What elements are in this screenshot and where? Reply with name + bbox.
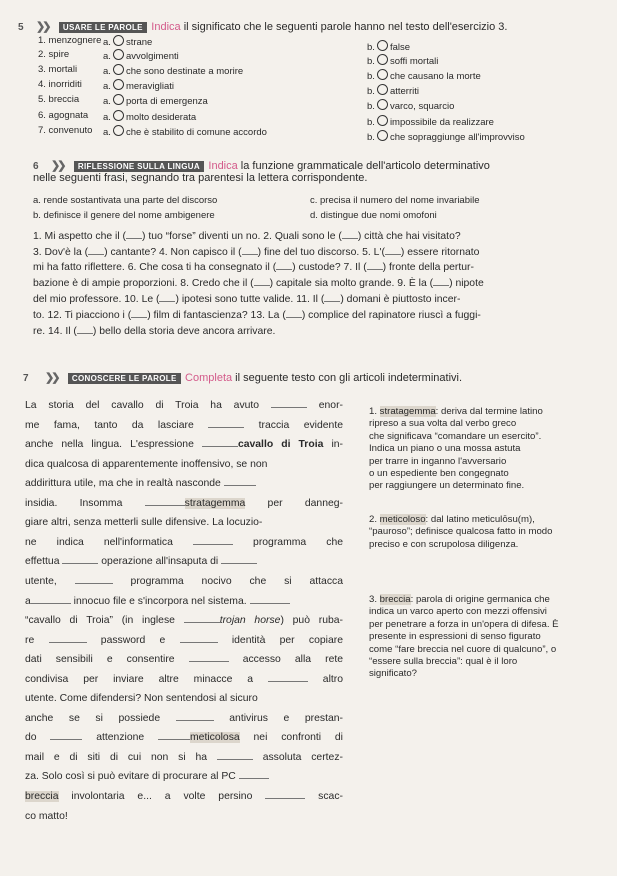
glossary-line: ripreso a sua volta dal verbo greco bbox=[369, 418, 517, 430]
text-segment: effettua bbox=[25, 556, 63, 568]
sentence-text: ) tuo “forse” diventi un no. 2. Quali sono le ( bbox=[141, 231, 342, 242]
answer-blank[interactable] bbox=[159, 301, 175, 302]
text-segment: giare altri, senza metterli sulle difensive. La locuzio- bbox=[25, 517, 263, 529]
ex5-arrows-icon: ❯❯ bbox=[36, 21, 49, 33]
answer-blank[interactable] bbox=[254, 285, 270, 286]
text-segment: “cavallo di Troia” (in inglese bbox=[25, 615, 184, 627]
sentence-text: ) domani è piuttosto incer- bbox=[340, 294, 461, 305]
radio-circle-icon[interactable] bbox=[377, 69, 388, 80]
ex7-arrows-icon: ❯❯ bbox=[45, 372, 58, 384]
answer-blank[interactable] bbox=[268, 681, 308, 682]
text-segment: anche se si possiede bbox=[25, 712, 176, 724]
glossary-term: meticoloso bbox=[379, 514, 426, 525]
ex7-text-line bbox=[25, 537, 343, 548]
ex5-option-a[interactable] bbox=[103, 64, 243, 77]
option-a-text: molto desiderata bbox=[125, 112, 197, 123]
answer-blank[interactable] bbox=[271, 407, 307, 408]
ex5-option-a[interactable] bbox=[103, 49, 179, 62]
sentence-text: ) fine del tuo discorso. 5. L'( bbox=[257, 247, 385, 258]
glossary-line: per trarre in inganno l'avversario bbox=[369, 455, 507, 467]
ex6-instruction bbox=[208, 160, 490, 172]
glossary-line: che significava “comandare un esercito”. bbox=[369, 430, 542, 442]
option-b-label: b. bbox=[367, 132, 375, 143]
ex6-badge: RIFLESSIONE SULLA LINGUA bbox=[74, 161, 204, 172]
text-segment: dati sensibili e consentire bbox=[25, 654, 189, 666]
ex7-header bbox=[23, 368, 462, 386]
ex5-header bbox=[18, 17, 507, 35]
answer-blank[interactable] bbox=[342, 238, 358, 239]
text-segment: programma che bbox=[232, 536, 344, 548]
sentence-text: re. 14. Il ( bbox=[33, 326, 77, 337]
ex6-option-b: b. definisce il genere del nome ambigenere bbox=[33, 210, 215, 221]
glossary-entry bbox=[369, 514, 552, 551]
answer-blank[interactable] bbox=[433, 285, 449, 286]
option-a-label: a. bbox=[103, 112, 111, 123]
glossary-entry bbox=[369, 594, 559, 681]
ex6-sentence-line bbox=[33, 247, 479, 258]
sentence-text: ) capitale sia molto grande. 9. È la ( bbox=[269, 278, 434, 289]
ex7-text-line bbox=[25, 596, 343, 607]
text-segment: attenzione bbox=[82, 732, 159, 744]
text-segment: scac- bbox=[305, 791, 343, 802]
sentence-text: ) fronte della pertur- bbox=[382, 262, 474, 273]
text-segment: per danneg- bbox=[245, 497, 343, 509]
highlight-term: trojan horse bbox=[219, 615, 281, 627]
glossary-number: 2. bbox=[369, 514, 380, 525]
ex7-text-line bbox=[25, 791, 343, 802]
answer-blank[interactable] bbox=[385, 254, 401, 255]
glossary-text: : dal latino meticulōsu(m), bbox=[425, 514, 535, 525]
ex5-option-a[interactable] bbox=[103, 79, 174, 92]
text-segment: identità per copiare bbox=[217, 634, 343, 646]
glossary-entry bbox=[369, 406, 543, 493]
option-a-label: a. bbox=[103, 51, 111, 62]
answer-blank[interactable] bbox=[250, 603, 290, 604]
ex5-option-a[interactable] bbox=[103, 110, 196, 123]
ex6-instruction-line2: nelle seguenti frasi, segnando tra parentesi la lettera corrispondente. bbox=[33, 172, 368, 184]
ex7-text-line bbox=[25, 654, 343, 665]
radio-circle-icon[interactable] bbox=[113, 49, 124, 60]
ex7-text-line bbox=[25, 576, 343, 587]
option-b-text: varco, squarcio bbox=[389, 101, 455, 112]
ex6-sentence-line bbox=[33, 326, 275, 337]
ex5-word: 3. mortali bbox=[38, 64, 78, 75]
radio-circle-icon[interactable] bbox=[377, 40, 388, 51]
ex5-option-b[interactable] bbox=[367, 54, 438, 67]
ex6-sentence-line bbox=[33, 278, 484, 289]
ex7-text-line bbox=[25, 498, 343, 509]
glossary-line: “essere sulla breccia”: qual è il loro bbox=[369, 656, 518, 668]
ex7-text-line bbox=[25, 400, 343, 411]
ex7-instruction-lead: Completa bbox=[185, 372, 233, 384]
ex6-instruction-text: la funzione grammaticale dell'articolo determinativo bbox=[237, 160, 490, 172]
glossary-text: : deriva dal termine latino bbox=[435, 406, 543, 417]
option-b-text: che sopraggiunge all'improvviso bbox=[389, 132, 525, 143]
glossary-line: preciso e con scrupolosa diligenza. bbox=[369, 538, 519, 550]
text-segment: utente, bbox=[25, 575, 75, 587]
ex7-text-line bbox=[25, 771, 343, 782]
text-segment: insidia. Insomma bbox=[25, 497, 145, 509]
option-b-text: impossibile da realizzare bbox=[389, 117, 494, 128]
ex5-option-b[interactable] bbox=[367, 115, 494, 128]
option-b-label: b. bbox=[367, 42, 375, 53]
answer-blank[interactable] bbox=[193, 544, 233, 545]
answer-blank[interactable] bbox=[367, 269, 383, 270]
ex5-instruction-text: il significato che le seguenti parole hanno nel testo dell'esercizio 3. bbox=[180, 21, 508, 33]
radio-circle-icon[interactable] bbox=[113, 64, 124, 75]
answer-blank[interactable] bbox=[286, 317, 302, 318]
glossary-text: : parola di origine germanica che bbox=[410, 594, 550, 605]
ex5-number: 5 bbox=[18, 22, 24, 33]
ex7-instruction bbox=[185, 372, 462, 384]
option-a-label: a. bbox=[103, 66, 111, 77]
text-segment: mail e di siti di cui non si ha bbox=[25, 751, 217, 763]
ex6-sentence-line bbox=[33, 294, 460, 305]
text-segment: innocuo file e s'incorpora nel sistema. bbox=[70, 595, 250, 607]
sentence-text: ) cantante? 4. Non capisco il ( bbox=[104, 247, 242, 258]
glossary-term: stratagemma bbox=[379, 406, 436, 417]
option-a-label: a. bbox=[103, 81, 111, 92]
text-segment: nei confronti di bbox=[239, 732, 343, 744]
radio-circle-icon[interactable] bbox=[377, 99, 388, 110]
text-segment: a bbox=[25, 595, 31, 607]
radio-circle-icon[interactable] bbox=[377, 54, 388, 65]
ex7-text-line bbox=[25, 420, 343, 431]
ex5-word: 1. menzognere bbox=[38, 35, 102, 46]
glossary-number: 3. bbox=[369, 594, 380, 605]
radio-circle-icon[interactable] bbox=[113, 94, 124, 105]
glossary-number: 1. bbox=[369, 406, 380, 417]
answer-blank[interactable] bbox=[224, 485, 256, 486]
ex7-text-line bbox=[25, 674, 343, 685]
sentence-text: mi ha fatto riflettere. 6. Che cosa ti ha consegnato il ( bbox=[33, 262, 277, 273]
text-segment: altro bbox=[307, 673, 343, 685]
ex7-text-line bbox=[25, 693, 343, 704]
answer-blank[interactable] bbox=[145, 505, 185, 506]
radio-circle-icon[interactable] bbox=[113, 79, 124, 90]
answer-blank[interactable] bbox=[265, 798, 305, 799]
sentence-text: ) essere ritornato bbox=[400, 247, 480, 258]
ex5-word: 6. agognata bbox=[38, 110, 89, 121]
glossary-first-line bbox=[369, 594, 559, 606]
option-a-text: che sono destinate a morire bbox=[125, 66, 244, 77]
text-segment: condivisa per inviare altre minacce a bbox=[25, 673, 268, 685]
ex6-option-c: c. precisa il numero del nome invariabile bbox=[310, 195, 480, 206]
option-b-label: b. bbox=[367, 86, 375, 97]
answer-blank[interactable] bbox=[75, 583, 113, 584]
answer-blank[interactable] bbox=[324, 301, 340, 302]
radio-circle-icon[interactable] bbox=[377, 115, 388, 126]
radio-circle-icon[interactable] bbox=[113, 35, 124, 46]
option-b-text: soffi mortali bbox=[389, 56, 439, 67]
radio-circle-icon[interactable] bbox=[377, 130, 388, 141]
option-a-text: meravigliati bbox=[125, 81, 174, 92]
sentence-text: ) bello della storia deve ancora arrivare. bbox=[92, 326, 276, 337]
radio-circle-icon[interactable] bbox=[113, 125, 124, 136]
answer-blank[interactable] bbox=[62, 563, 98, 564]
option-a-label: a. bbox=[103, 127, 111, 138]
text-segment: addirittura utile, ma che in realtà nasconde bbox=[25, 478, 224, 490]
text-segment: antivirus e prestan- bbox=[213, 712, 343, 724]
ex6-sentence-line bbox=[33, 310, 481, 321]
radio-circle-icon[interactable] bbox=[113, 110, 124, 121]
ex6-number: 6 bbox=[33, 161, 39, 172]
glossary-line: “pauroso”; definisce qualcosa fatto in modo bbox=[369, 526, 553, 538]
ex5-option-b[interactable] bbox=[367, 69, 481, 82]
answer-blank[interactable] bbox=[158, 739, 190, 740]
ex5-option-a[interactable] bbox=[103, 94, 208, 107]
ex7-instruction-text: il seguente testo con gli articoli indeterminativi. bbox=[232, 372, 463, 384]
ex7-text-line bbox=[25, 615, 343, 626]
text-segment: password e bbox=[86, 634, 180, 646]
ex5-option-a[interactable] bbox=[103, 35, 152, 48]
ex5-badge: USARE LE PAROLE bbox=[59, 22, 147, 33]
sentence-text: 3. Dov'è la ( bbox=[33, 247, 89, 258]
sentence-text: ) complice del rapinatore riuscì a fuggi- bbox=[301, 310, 481, 321]
answer-blank[interactable] bbox=[242, 254, 258, 255]
answer-blank[interactable] bbox=[202, 446, 238, 447]
answer-blank[interactable] bbox=[50, 739, 82, 740]
text-segment: dica qualcosa di apparentemente inoffensivo, se non bbox=[25, 458, 268, 470]
option-a-text: porta di emergenza bbox=[125, 96, 208, 107]
ex7-badge: CONOSCERE LE PAROLE bbox=[68, 373, 181, 384]
highlight-term: cavallo di Troia bbox=[237, 439, 324, 451]
sentence-text: to. 12. Ti piacciono i ( bbox=[33, 310, 132, 321]
text-segment: assoluta certez- bbox=[252, 751, 343, 763]
ex7-text-line bbox=[25, 732, 343, 743]
glossary-line: come “fare breccia nel cuore di qualcuno”, o bbox=[369, 643, 557, 655]
text-segment: operazione all'insaputa di bbox=[98, 556, 222, 568]
glossary-term: breccia bbox=[379, 594, 411, 605]
ex5-instruction bbox=[151, 21, 507, 33]
sentence-text: ) nipote bbox=[449, 278, 484, 289]
text-segment: La storia del cavallo di Troia ha avuto bbox=[25, 400, 271, 411]
answer-blank[interactable] bbox=[131, 317, 147, 318]
ex6-option-d: d. distingue due nomi omofoni bbox=[310, 210, 437, 221]
answer-blank[interactable] bbox=[217, 759, 253, 760]
sentence-text: 1. Mi aspetto che il ( bbox=[33, 231, 126, 242]
text-segment: re bbox=[25, 634, 49, 646]
ex5-option-b[interactable] bbox=[367, 40, 410, 53]
glossary-line: presente in espressioni di senso figurato bbox=[369, 631, 541, 643]
glossary-line: significato? bbox=[369, 668, 417, 680]
ex7-text-line bbox=[25, 752, 343, 763]
option-b-label: b. bbox=[367, 56, 375, 67]
option-a-text: avvolgimenti bbox=[125, 51, 179, 62]
ex5-option-b[interactable] bbox=[367, 84, 419, 97]
text-segment: anche nella lingua. L'espressione bbox=[25, 439, 202, 451]
sentence-text: ) città che hai visitato? bbox=[357, 231, 461, 242]
sentence-text: ) film di fantascienza? 13. La ( bbox=[147, 310, 286, 321]
ex7-text-line bbox=[25, 478, 343, 489]
ex7-text-line bbox=[25, 556, 343, 567]
answer-blank[interactable] bbox=[126, 238, 142, 239]
ex6-option-a: a. rende sostantivata una parte del discorso bbox=[33, 195, 218, 206]
glossary-line: per raggiungere un determinato fine. bbox=[369, 480, 525, 492]
glossary-first-line bbox=[369, 514, 552, 526]
text-segment: me fama, tanto da lasciare bbox=[25, 419, 209, 431]
glossary-line: per penetrare a forza in un'opera di difesa. È bbox=[369, 618, 559, 630]
text-segment: enor- bbox=[306, 400, 343, 411]
ex5-word: 2. spire bbox=[38, 49, 70, 60]
text-segment: ) può ruba- bbox=[280, 615, 343, 627]
answer-blank[interactable] bbox=[77, 333, 93, 334]
option-b-label: b. bbox=[367, 117, 375, 128]
glossary-line: indica un varco aperto con mezzi offensivi bbox=[369, 606, 547, 618]
sentence-text: ) custode? 7. Il ( bbox=[292, 262, 367, 273]
ex7-text-line bbox=[25, 811, 343, 822]
sentence-text: ) ipotesi sono tutte valide. 11. Il ( bbox=[175, 294, 325, 305]
ex5-option-b[interactable] bbox=[367, 130, 525, 143]
answer-blank[interactable] bbox=[88, 254, 104, 255]
ex7-text-line bbox=[25, 713, 343, 724]
text-segment: accesso alla rete bbox=[228, 654, 344, 666]
ex6-instruction-lead: Indica bbox=[208, 160, 238, 172]
ex7-text-line bbox=[25, 517, 343, 528]
option-b-text: atterriti bbox=[389, 86, 419, 97]
answer-blank[interactable] bbox=[276, 269, 292, 270]
ex7-text-line bbox=[25, 459, 343, 470]
sentence-text: bazione è di ampie proporzioni. 8. Credo che il ( bbox=[33, 278, 254, 289]
glossary-line: Indica un piano o una mossa astuta bbox=[369, 443, 521, 455]
option-a-label: a. bbox=[103, 37, 111, 48]
text-segment: ne indica nell'informatica bbox=[25, 536, 193, 548]
text-segment: za. Solo così si può evitare di procurare al PC bbox=[25, 771, 239, 783]
ex7-number: 7 bbox=[23, 373, 29, 384]
ex7-text-line bbox=[25, 635, 343, 646]
text-segment: traccia evidente bbox=[244, 419, 343, 431]
ex7-text-line bbox=[25, 439, 343, 450]
highlight-term: breccia bbox=[25, 791, 59, 802]
ex5-option-b[interactable] bbox=[367, 99, 454, 112]
radio-circle-icon[interactable] bbox=[377, 84, 388, 95]
answer-blank[interactable] bbox=[239, 778, 269, 779]
option-a-text: strane bbox=[125, 37, 153, 48]
answer-blank[interactable] bbox=[31, 603, 71, 604]
text-segment: programma nocivo che si attacca bbox=[112, 575, 343, 587]
text-segment: in- bbox=[323, 439, 343, 451]
answer-blank[interactable] bbox=[189, 661, 229, 662]
answer-blank[interactable] bbox=[221, 563, 257, 564]
text-segment: co matto! bbox=[25, 810, 68, 822]
answer-blank[interactable] bbox=[184, 622, 220, 623]
answer-blank[interactable] bbox=[49, 642, 87, 643]
ex5-instruction-lead: Indica bbox=[151, 21, 181, 33]
option-b-label: b. bbox=[367, 71, 375, 82]
ex5-option-a[interactable] bbox=[103, 125, 267, 138]
sentence-text: del mio professore. 10. Le ( bbox=[33, 294, 160, 305]
text-segment: do bbox=[25, 732, 51, 744]
answer-blank[interactable] bbox=[176, 720, 214, 721]
option-b-text: false bbox=[389, 42, 411, 53]
answer-blank[interactable] bbox=[208, 427, 244, 428]
ex6-arrows-icon: ❯❯ bbox=[51, 160, 64, 172]
highlight-term: stratagemma bbox=[184, 497, 246, 509]
glossary-line: o un espediente ben congegnato bbox=[369, 468, 509, 480]
glossary-first-line bbox=[369, 406, 543, 418]
ex5-word: 4. inorriditi bbox=[38, 79, 82, 90]
option-b-text: che causano la morte bbox=[389, 71, 481, 82]
ex6-sentence-line bbox=[33, 262, 474, 273]
option-a-label: a. bbox=[103, 96, 111, 107]
option-b-label: b. bbox=[367, 101, 375, 112]
text-segment: utente. Come difendersi? Non sentendosi al sicuro bbox=[25, 693, 258, 705]
ex6-sentence-line bbox=[33, 231, 461, 242]
option-a-text: che è stabilito di comune accordo bbox=[125, 127, 267, 138]
text-segment: involontaria e... a volte persino bbox=[58, 791, 266, 802]
highlight-term: meticolosa bbox=[190, 732, 240, 744]
ex5-word: 5. breccia bbox=[38, 94, 80, 105]
ex5-word: 7. convenuto bbox=[38, 125, 93, 136]
answer-blank[interactable] bbox=[180, 642, 218, 643]
